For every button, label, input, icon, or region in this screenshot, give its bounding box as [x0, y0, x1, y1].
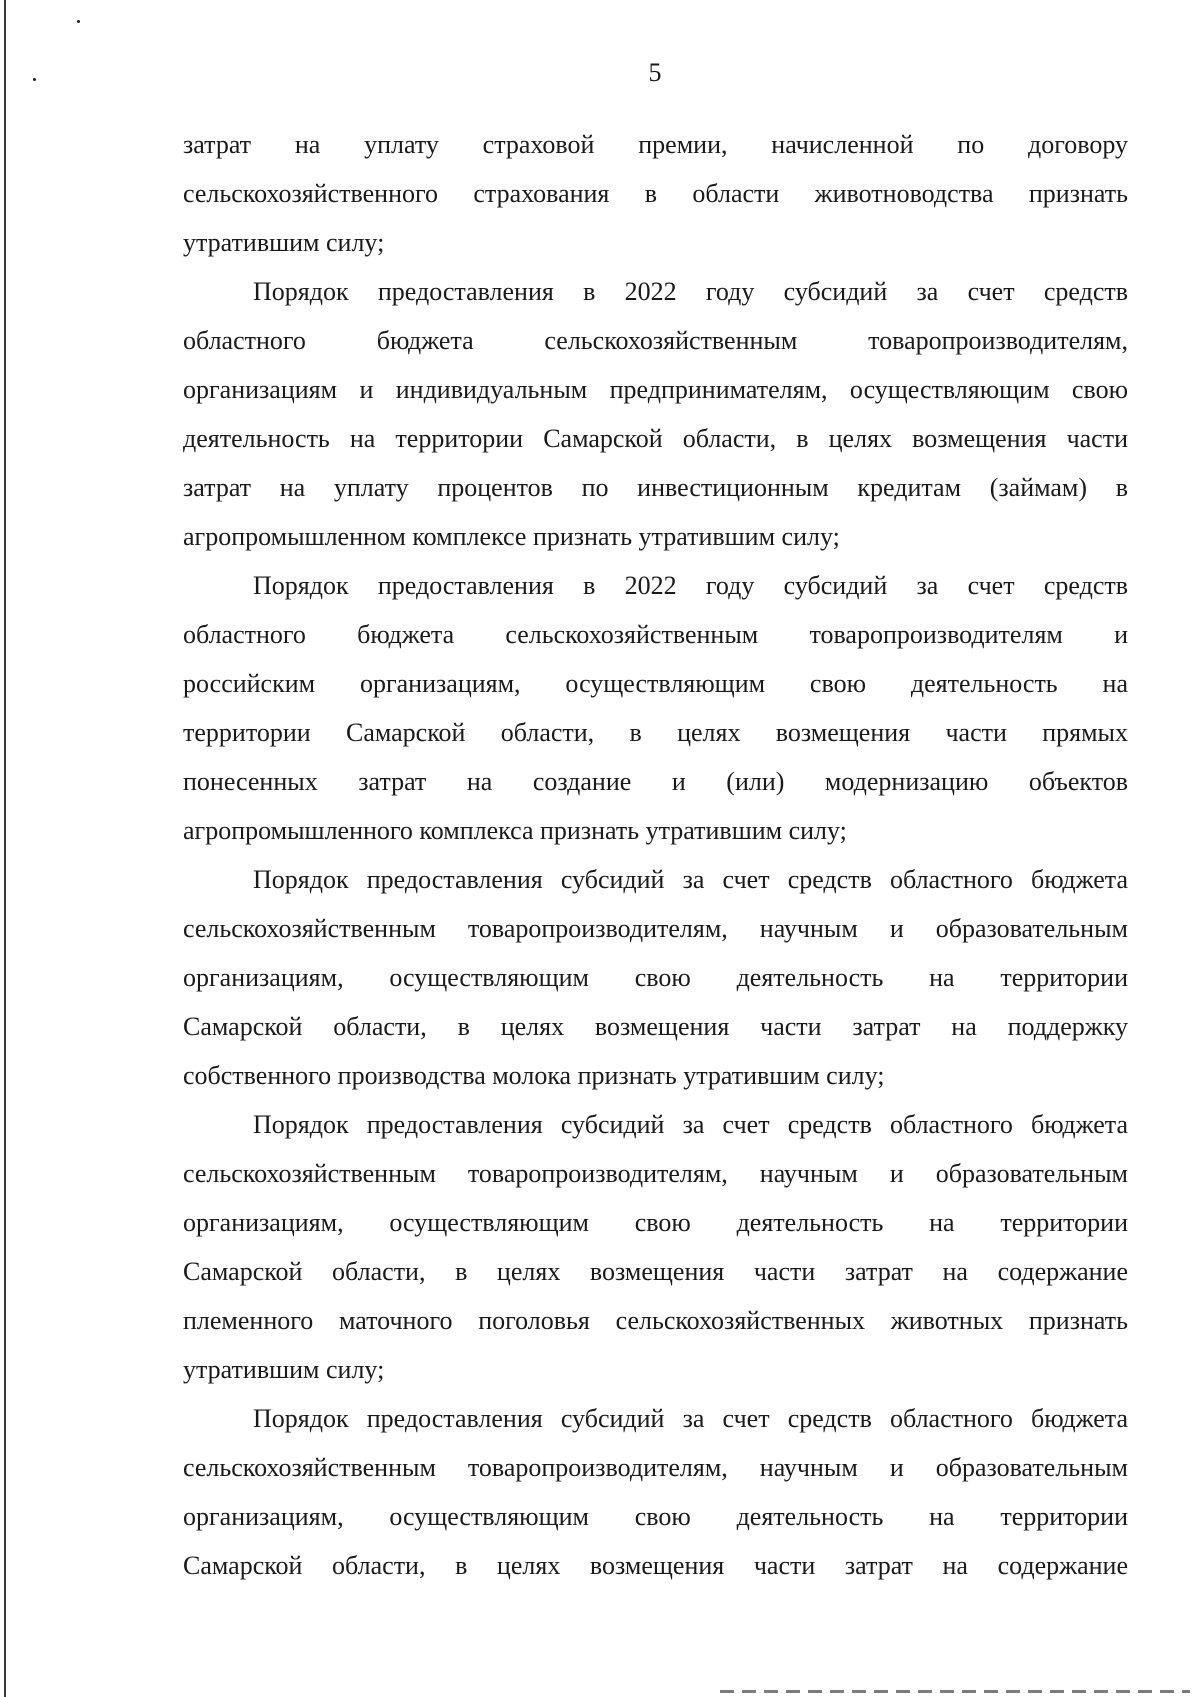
- scan-speck: [77, 20, 80, 23]
- text-line: областного бюджета сельскохозяйственным товаропроизводителям,: [183, 326, 1128, 355]
- text-line: организациям, осуществляющим свою деятельность на территории: [183, 1208, 1128, 1237]
- text-line: племенного маточного поголовья сельскохозяйственных животных признать: [183, 1306, 1128, 1335]
- text-line: деятельность на территории Самарской области, в целях возмещения части: [183, 424, 1128, 453]
- text-line: затрат на уплату страховой премии, начисленной по договору: [183, 130, 1128, 159]
- scan-left-edge: [4, 0, 6, 1697]
- text-line: территории Самарской области, в целях возмещения части прямых: [183, 718, 1128, 747]
- text-line: Самарской области, в целях возмещения части затрат на содержание: [183, 1551, 1128, 1580]
- text-line: утратившим силу;: [183, 228, 385, 257]
- text-line: агропромышленном комплексе признать утратившим силу;: [183, 522, 840, 551]
- text-line: Самарской области, в целях возмещения части затрат на поддержку: [183, 1012, 1128, 1041]
- paragraph: [183, 1100, 1128, 1394]
- paragraph: [183, 120, 1128, 267]
- text-line: областного бюджета сельскохозяйственным товаропроизводителям и: [183, 620, 1128, 649]
- text-line: Порядок предоставления в 2022 году субсидий за счет средств: [253, 571, 1128, 600]
- text-line: организациям, осуществляющим свою деятельность на территории: [183, 963, 1128, 992]
- document-body: [183, 120, 1128, 1590]
- text-line: сельскохозяйственным товаропроизводителям, научным и образовательным: [183, 914, 1128, 943]
- text-line: агропромышленного комплекса признать утратившим силу;: [183, 816, 847, 845]
- text-line: сельскохозяйственным товаропроизводителям, научным и образовательным: [183, 1159, 1128, 1188]
- text-line: Порядок предоставления субсидий за счет средств областного бюджета: [253, 865, 1128, 894]
- text-line: Порядок предоставления в 2022 году субсидий за счет средств: [253, 277, 1128, 306]
- text-line: сельскохозяйственным товаропроизводителям, научным и образовательным: [183, 1453, 1128, 1482]
- text-line: организациям, осуществляющим свою деятельность на территории: [183, 1502, 1128, 1531]
- paragraph: [183, 855, 1128, 1100]
- text-line: собственного производства молока признать утратившим силу;: [183, 1061, 885, 1090]
- text-line: Самарской области, в целях возмещения части затрат на содержание: [183, 1257, 1128, 1286]
- scan-bottom-artifact: [720, 1690, 1190, 1693]
- paragraph: [183, 267, 1128, 561]
- text-line: Порядок предоставления субсидий за счет средств областного бюджета: [253, 1404, 1128, 1433]
- text-line: российским организациям, осуществляющим свою деятельность на: [183, 669, 1128, 698]
- text-line: организациям и индивидуальным предпринимателям, осуществляющим свою: [183, 375, 1128, 404]
- text-line: утратившим силу;: [183, 1355, 385, 1384]
- text-line: затрат на уплату процентов по инвестиционным кредитам (займам) в: [183, 473, 1128, 502]
- paragraph: [183, 1394, 1128, 1590]
- text-line: понесенных затрат на создание и (или) модернизацию объектов: [183, 767, 1128, 796]
- paragraph: [183, 561, 1128, 855]
- page-number: 5: [648, 58, 662, 87]
- text-line: Порядок предоставления субсидий за счет средств областного бюджета: [253, 1110, 1128, 1139]
- text-line: сельскохозяйственного страхования в области животноводства признать: [183, 179, 1128, 208]
